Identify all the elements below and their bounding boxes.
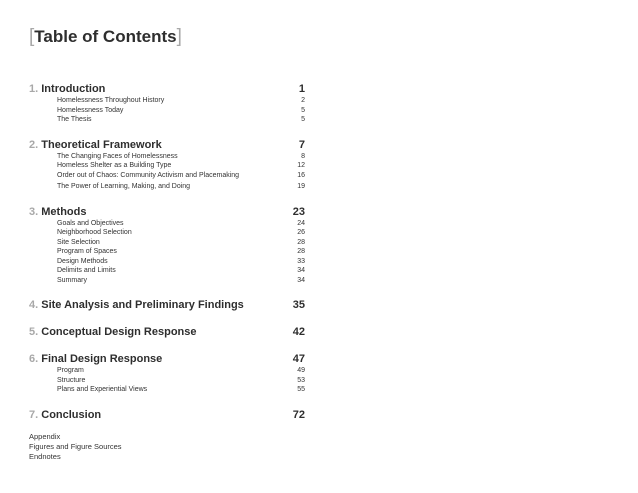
toc-entry[interactable]	[29, 115, 305, 125]
back-matter-list	[29, 432, 122, 462]
toc-section-title: Theoretical Framework	[41, 138, 162, 151]
toc-section-heading[interactable]	[29, 82, 305, 96]
toc-section-title-group	[29, 298, 244, 312]
toc-entry[interactable]	[29, 219, 305, 229]
back-matter-item[interactable]: Endnotes	[29, 452, 61, 461]
toc-entry-title: Homeless Shelter as a Building Type	[57, 162, 172, 169]
toc-section-title-group	[29, 82, 105, 96]
toc-entry[interactable]	[29, 152, 305, 162]
toc-section	[29, 408, 305, 422]
toc-entry-page: 8	[301, 152, 305, 160]
toc-section-title: Methods	[41, 205, 87, 218]
toc-entry[interactable]	[29, 385, 305, 395]
toc-section-heading[interactable]	[29, 408, 305, 422]
toc-section-title: Final Design Response	[41, 353, 163, 365]
table-of-contents	[29, 82, 305, 435]
toc-entry[interactable]	[29, 266, 305, 276]
toc-section-page: 7	[298, 138, 305, 151]
toc-entry-title: Design Methods	[57, 257, 108, 265]
toc-section-page: 72	[292, 408, 305, 421]
toc-entry-title: Delimits and Limits	[57, 267, 116, 274]
toc-entry-page: 33	[297, 257, 305, 265]
toc-section-page: 42	[292, 326, 305, 338]
toc-entry-title: Program of Spaces	[57, 248, 117, 255]
page-title	[29, 26, 182, 48]
toc-section-heading[interactable]	[29, 138, 305, 152]
toc-entry-page: 5	[301, 116, 305, 123]
toc-section-title: Conclusion	[41, 408, 102, 421]
toc-entry-page: 34	[297, 276, 305, 284]
toc-entry-title: Structure	[57, 376, 86, 384]
toc-entry[interactable]	[29, 106, 305, 116]
toc-entry[interactable]	[29, 276, 305, 286]
toc-entry[interactable]	[29, 228, 305, 238]
toc-section-number: 7.	[29, 408, 39, 421]
toc-section-number: 3.	[29, 205, 39, 218]
toc-section	[29, 205, 305, 286]
toc-entry-page: 53	[297, 376, 305, 384]
toc-entry[interactable]	[29, 182, 305, 192]
toc-section-title-group	[29, 138, 162, 152]
toc-entry-page: 12	[297, 162, 305, 169]
toc-entry[interactable]	[29, 96, 305, 106]
toc-entry-title: The Changing Faces of Homelessness	[57, 152, 178, 160]
toc-section-heading[interactable]	[29, 325, 305, 339]
toc-entry-title: Homelessness Today	[57, 106, 124, 114]
toc-section-number: 2.	[29, 138, 39, 151]
toc-entry[interactable]	[29, 376, 305, 386]
toc-entry[interactable]	[29, 366, 305, 376]
toc-entry-page: 28	[297, 238, 305, 246]
toc-entry-title: Summary	[57, 276, 87, 284]
toc-entry-title: The Thesis	[57, 116, 92, 123]
toc-entry-page: 28	[297, 248, 305, 255]
toc-section-title-group	[29, 205, 86, 219]
back-matter-item[interactable]: Figures and Figure Sources	[29, 442, 122, 451]
toc-entry-page: 16	[297, 171, 305, 179]
toc-section-number: 1.	[29, 83, 39, 95]
toc-section-title-group	[29, 325, 197, 339]
toc-entry[interactable]	[29, 257, 305, 267]
toc-entry-page: 49	[297, 367, 305, 374]
toc-entry-title: Goals and Objectives	[57, 219, 124, 227]
toc-entry-title: Order out of Chaos: Community Activism and Placemaking	[57, 171, 240, 179]
toc-section-page: 1	[298, 83, 305, 95]
toc-section	[29, 298, 305, 312]
toc-section	[29, 138, 305, 192]
toc-entry[interactable]	[29, 238, 305, 248]
title-open-bracket: [	[29, 26, 35, 47]
toc-entry-title: Homelessness Throughout History	[57, 97, 165, 104]
back-matter-item[interactable]: Appendix	[29, 432, 61, 441]
toc-section-number: 5.	[29, 326, 39, 338]
toc-entry-page: 26	[297, 229, 305, 236]
toc-section-title-group	[29, 408, 101, 422]
toc-entry-page: 55	[297, 386, 305, 393]
toc-section	[29, 325, 305, 339]
toc-entry-page: 24	[297, 219, 305, 227]
toc-section-number: 6.	[29, 353, 39, 365]
title-close-bracket: ]	[176, 26, 182, 47]
toc-section-title: Introduction	[41, 83, 106, 95]
toc-section-title: Site Analysis and Preliminary Findings	[41, 299, 244, 311]
toc-entry[interactable]	[29, 161, 305, 171]
toc-section-heading[interactable]	[29, 205, 305, 219]
toc-entry-page: 19	[297, 183, 305, 190]
toc-section-page: 35	[292, 299, 305, 311]
toc-section-heading[interactable]	[29, 298, 305, 312]
toc-entry-page: 34	[297, 267, 305, 274]
toc-section-heading[interactable]	[29, 352, 305, 366]
toc-entry[interactable]	[29, 247, 305, 257]
toc-section-page: 23	[292, 205, 305, 218]
toc-section	[29, 82, 305, 125]
toc-section-title: Conceptual Design Response	[41, 326, 197, 338]
toc-entry-title: Neighborhood Selection	[57, 229, 132, 236]
toc-entry[interactable]	[29, 171, 305, 181]
toc-entry-page: 5	[301, 106, 305, 114]
title-text: Table of Contents	[34, 27, 177, 46]
toc-entry-title: Site Selection	[57, 238, 100, 246]
toc-section-page: 47	[292, 353, 305, 365]
toc-entry-title: The Power of Learning, Making, and Doing	[57, 183, 191, 190]
toc-section	[29, 352, 305, 395]
toc-entry-title: Plans and Experiential Views	[57, 386, 148, 393]
toc-section-title-group	[29, 352, 162, 366]
toc-entry-title: Program	[57, 367, 84, 374]
toc-entry-page: 2	[301, 97, 305, 104]
toc-section-number: 4.	[29, 299, 39, 311]
